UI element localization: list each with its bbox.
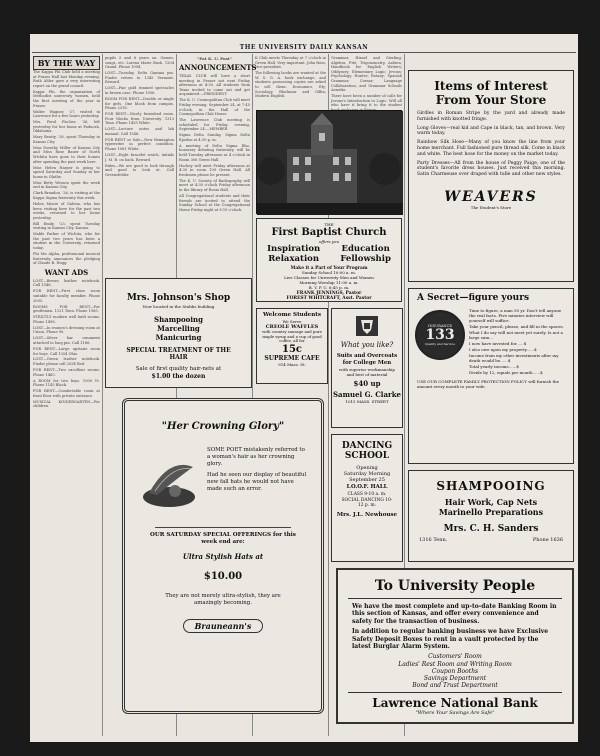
crest-icon (353, 315, 381, 337)
text-item: ROOMS FOR RENT—For gentlemen. 1121 Tenn. Phone 1965. (33, 304, 100, 314)
secret-intro-text: Time to figure, a man 50 yr. Don't tell anyone the real facts. Five minutes interview will yourself will suffice. (469, 308, 562, 323)
column-subhead: "Pat K. U. Post" (197, 56, 232, 61)
text-item: Sigma Delta Sunday, Sigma Delta Epsilon at 4:30 p. m. (179, 133, 250, 142)
column-3 (179, 56, 257, 284)
text-item: The K. U. Cosmopolitan Club will meet Friday evening, September 24, at 7:45 o'clock, in the Hall of the Cosmopolitan Club House. (179, 98, 250, 117)
service-item: Manicuring (155, 333, 202, 342)
cafe-address: 914 Mass. St. (278, 361, 306, 367)
text-item: Income from my other investments after my death would be......$ (469, 353, 559, 363)
announcements-list (179, 74, 250, 212)
text-item: MUSICAL KINDERGARTEN—For children. (33, 399, 100, 409)
text-item: TEXAS CLUB will have a short meeting in Fraser not next Friday afternoon at 4:30. All students from Texas invited to come out and get acquainted.—PRESIDENT. (179, 74, 250, 97)
column-4-text (255, 56, 326, 99)
clarke-line1: Suits and Overcoats (336, 353, 398, 359)
text-item: Party Dresses—All from the house of Peggy Paige, one of the student's favorite dress houses. Just received this morning. Satin Charmeuse over draped with tulle and other new styles. (417, 160, 565, 178)
text-item: The Kappa Phi Club held a meeting at Fraser Hall last Monday evening. Ruth Ahler gave a very interesting report on the grand council. (33, 70, 100, 88)
campus-photo (256, 110, 402, 214)
seal-number: 133 (425, 326, 455, 343)
crowning-tagline: They are not merely ultra-stylish, they are amazingly becoming. (165, 593, 281, 606)
sanders-ad (408, 470, 574, 562)
text-item: Savings Department (423, 675, 487, 683)
cafe-welcome: Welcome Students (262, 312, 322, 318)
text-item: LOST—Pair gold rimmed spectacles in brown case. Phone 1936. (105, 86, 174, 95)
church-name: First Baptist Church (271, 227, 387, 238)
dance-title: DANCING SCHOOL (341, 441, 393, 461)
dance-date: September 25 (349, 477, 385, 484)
text-item: Long Gloves—real kid and Cape in black, tan, and brown. Very warm today. (417, 125, 565, 137)
sanders-name: Mrs. C. H. Sanders (443, 524, 539, 534)
text-item: Phi Mu Alpha, professional musical fraternity, announces the pledging of Claude B. Hogg. (33, 252, 100, 266)
church-value: Inspiration (267, 244, 321, 254)
cafe-serve: We Serve (282, 319, 302, 324)
dance-day: Saturday Morning (343, 471, 391, 478)
insurance-ad (408, 288, 574, 464)
bank-ad (336, 568, 574, 724)
text-item: Coupon Booths (431, 667, 479, 675)
church-value: Fellowship (340, 254, 391, 264)
text-item: What I do say will not meet yet surely. Is not a large sum... (469, 330, 563, 340)
text-item: LOST—In women's dressing room at Union. Phone 90. (33, 325, 100, 335)
church-the: THE (324, 222, 334, 227)
text-item: LOST—Lecture notes and lab manual. Call 1546. (105, 127, 174, 136)
weavers-name: WEAVERS (444, 188, 538, 205)
text-item: FOR RENT or Sale—New Remington typewriter in perfect condition. Phone 1061 White. (105, 137, 174, 152)
dance-social: SOCIAL DANCING 10-12 p. m. (341, 497, 393, 509)
clarke-name: Samuel G. Clarke (333, 390, 401, 399)
text-item: LOST—Eight bracelet watch, initials J. M. B. on back. Reward. (105, 153, 174, 162)
sanders-title: SHAMPOOING (436, 479, 546, 493)
bank-intro: We have the most complete and up-to-date Banking Room in this section of Kansas, and offer every convenience and safety for the transaction of business. (352, 603, 557, 625)
church-pastor: FRANK JENNINGS, Pastor (296, 290, 362, 296)
text-item: FOR RENT—Two excellent rooms. Phone 1465. (33, 368, 100, 377)
dancing-school-ad (331, 434, 403, 562)
clarke-line3: with superior workmanship and best of material (339, 367, 395, 377)
text-item: FOR RENT—First class room suitable for faculty member. Phone 2005. (33, 289, 100, 303)
text-item: Take your pencil, please, and fill in the spaces. (469, 324, 564, 329)
church-values (257, 244, 401, 264)
text-item: Helen Moore of Galena, who has been visiting here for the past two weeks, returned to her home yesterday. (33, 201, 100, 220)
text-item: There have been a number of calls for Jevons's Introduction to Logic. Will all who have it bring it to the student (331, 94, 402, 108)
weavers-tag: The Student's Store (470, 204, 512, 210)
text-item: Clark Brandon, '26, is visiting at the Kappa Sigma fraternity this week. (33, 191, 100, 200)
seal-label: INSURANCE (428, 323, 452, 328)
text-item: LOST—Silver bar ornament attached to long pin. Call 1186. (33, 336, 100, 345)
text-item: Miss Betty Wesson spent the week end in Kansas City. (33, 180, 100, 190)
text-item: Morning Worship 11:00 a. m. (299, 280, 359, 285)
text-item: Mable Parker of Wichita, who for the past two years has been a student in the University, returned today. (33, 232, 100, 251)
church-plan: Make it a Part of Your Program (290, 266, 368, 271)
cafe-waffles: CREOLE WAFFLES (265, 324, 319, 330)
text-item: Hockey will meet Friday afternoon at 4:30 in room 109 Green Hall. All freshmen please be present. (179, 163, 250, 177)
clarke-address: 1015 MASS. STREET (345, 399, 389, 404)
text-item: Ladies' Rest Room and Writing Room (398, 660, 512, 668)
column-4-top (255, 56, 326, 104)
text-item: LOST—Green leather notebook. Finder please call 2054 Red. (33, 357, 100, 367)
text-item: Mrs. Ferol Fischer, '26, left yesterday for her home at Paducah, Oklahoma. (33, 120, 100, 134)
crowning-price: $10.00 (203, 571, 243, 582)
newspaper-page (30, 34, 578, 742)
cafe-description: with country sausage and pure maple syrup and a cup of good coffee, all for (262, 329, 322, 344)
church-schedule (257, 271, 401, 290)
text-item: I now have invested for......$ (469, 341, 527, 346)
weavers-ad (408, 70, 574, 282)
secret-title: A Secret—figure yours (417, 293, 530, 303)
text-item: The following books are wanted at the W. S. G. A. book exchange, and students possessing copies are asked to sell them: Economics, Ely; Sociology, Blackmar and Gillin; Modern English. (255, 71, 326, 99)
want-ads-continued (105, 56, 174, 177)
crowning-text-1: SOME POET mistakenly referred to a woman's hair as her crowning glory. (207, 447, 305, 467)
text-item: STRICTLY modern well built rooms. Phone 1498. (33, 315, 100, 324)
feather-hat-icon (139, 447, 201, 517)
bank-title: To University People (374, 578, 536, 594)
service-item: Marcelling (157, 324, 200, 333)
johnson-special: SPECIAL TREATMENT OF THE HAIR (126, 347, 231, 361)
text-item: A meeting of Delta Sigma Rho, honorary debating fraternity, will be held Tuesday afternoon at 4 o'clock in Room 306 Green Hall. (179, 143, 250, 162)
church-ad (256, 218, 402, 302)
text-item: Miss Helen Harper is going to spend Saturday and Sunday in her home in Olathe. (33, 165, 100, 179)
church-asst-pastor: FOREST WHITCRAFT, Asst. Pastor (286, 295, 372, 301)
seal-sub: Quality and Service (425, 341, 455, 346)
dance-place: I.O.O.F. HALL (346, 483, 388, 490)
clarke-price: $40 up (353, 379, 381, 388)
johnson-sale: Sale of first quality hair-nets at (135, 366, 222, 372)
crowning-body (125, 447, 321, 517)
church-value: Education (341, 244, 390, 254)
sanders-line2: Marinello Preparations (438, 507, 544, 517)
text-item: Rides—We are good to look through and good to look at. Call Greensfelder. (105, 163, 174, 177)
cafe-name: SUPREME CAFE (264, 354, 320, 362)
text-item: Girdles in Roman Stripe by the yard and already made furnished with knotted fringe. (417, 111, 565, 122)
weavers-items (409, 107, 573, 185)
text-item: The Lawrence Club meeting is scheduled for Friday evening, September 24.—MEMBER (179, 118, 250, 132)
announcements-header: ANNOUNCEMENTS (179, 63, 257, 72)
johnson-shop-ad (105, 278, 252, 388)
column-5-text (331, 56, 402, 113)
church-offers: offers you (318, 239, 340, 244)
bank-slogan: "Where Your Savings Are Safe" (415, 710, 495, 717)
bank-name: Lawrence National Bank (372, 696, 538, 711)
text-item: Sunday School 10:00 a. m. (301, 270, 357, 276)
service-item: Shampooing (154, 315, 203, 324)
bank-boxes: In addition to regular banking business we have Exclusive Safety Deposit Boxes to rent in a vault protected by the latest Burglar Alarm System. (352, 628, 549, 651)
johnson-subtitle: Now located in the Stubbs building (142, 304, 215, 309)
church-value: Relaxation (268, 254, 320, 264)
text-item: B. Y. P. U. 6:45 p. m. (308, 284, 350, 290)
weavers-title: Items of Interest From Your Store (434, 79, 548, 107)
masthead: THE UNIVERSITY DAILY KANSAN (239, 44, 369, 51)
column-1 (33, 56, 100, 738)
text-item: FOR RENT—Nicely furnished room. Four blocks from University. 1313 Tenn. Phone 1455 White. (105, 112, 174, 126)
text-item: pupils 5 and 6 years on. Games, songs, etc. Lorena Marie Bush, 1204 Grand. Phone 1994. (105, 56, 174, 70)
text-item: A ROOM for two boys. 1000 Vt. Phone 1145 Black. (33, 378, 100, 388)
secret-body (409, 304, 573, 375)
sanders-line1: Hair Work, Cap Nets (444, 497, 538, 507)
sanders-contact (409, 535, 573, 545)
text-item: The K. U. Society of Radiography will meet at 4:30 o'clock Friday afternoon in the library of Room Hall. (179, 178, 250, 192)
text-item: Customers' Room (428, 653, 482, 661)
bank-features (338, 653, 572, 689)
clarke-line2: for College Men (342, 360, 392, 366)
text-item: ROOM FOR RENT—Double or single for girls. One block from campus. Phone 2318. (105, 96, 174, 111)
sanders-phone: Phone 1636 (532, 537, 563, 543)
column-2 (105, 56, 174, 284)
masthead-rule (32, 52, 576, 53)
johnson-price: $1.00 the dozen (151, 373, 206, 380)
insurance-seal-icon (415, 310, 465, 360)
crowning-text (201, 447, 307, 517)
text-item: Rainbow Silk Hose—Many of you know the line from your home merchant. Full fashioned pure thread silk. Come in black and white. The best hose for the money on the market today. (417, 140, 565, 157)
text-item: Bill Emily, '23, spent Tuesday visiting in Kansas City, Kansas. (33, 221, 100, 231)
crowning-hats: Ultra Stylish Hats at (182, 552, 264, 561)
text-item: I also owe upon my property......$ (469, 347, 537, 352)
crowning-glory-ad (122, 398, 324, 714)
text-item: Live Classes for University Men and Women (284, 275, 374, 281)
johnson-services (106, 315, 251, 342)
secret-intro (469, 304, 573, 375)
want-ads-header: WANT ADS (44, 267, 89, 277)
text-item: FOR RENT—Large upstairs room for boys. Call 1354 Ohio. (33, 346, 100, 356)
secret-closing: USE OUR COMPLETE FAMILY PROTECTION POLICY will furnish the amount every month to your wife. (417, 379, 560, 389)
text-item: Total yearly income......$ (469, 364, 519, 369)
crowning-title: "Her Crowning Glory" (161, 421, 285, 432)
want-ads-list (33, 279, 100, 409)
column-5-top (331, 56, 402, 108)
text-item: FOR RENT—Comfortable room at front floor with private entrance. (33, 389, 100, 398)
secret-lines (469, 324, 567, 375)
text-item: All Congregational students and their friends are invited to attend the Sunday School at the Congregational Home Friday night at 8:15 o'clock. (179, 193, 250, 212)
text-item: Bond and Trust Department (412, 682, 498, 690)
crowning-store: Brauneann's (183, 619, 263, 633)
text-item: Walter Wagner, '27, visited in Lawrence for a few hours yesterday. (33, 109, 100, 119)
text-item: Divide by 12, equals per month......$ (469, 370, 543, 375)
crowning-offer: OUR SATURDAY SPECIAL OFFERINGS for this week end are: (150, 532, 296, 545)
column-header: BY THE WAY (33, 56, 100, 70)
society-notes (33, 70, 100, 266)
clarke-ad (331, 308, 403, 428)
sanders-address: 1316 Tenn. (419, 537, 448, 543)
text-item: Miss Dorothy Miller of Kansas City and Miss Rose Bauer of North Wichita have gone to their homes after spending the past week here. (33, 145, 100, 164)
text-item: Kappa Phi, the organization of Methodist university women, held the first meeting of the year in Fraser. (33, 89, 100, 108)
crowning-text-2: Had he seen our display of beautiful new fall hats he would not have made such an error. (207, 472, 307, 492)
column-rule (102, 54, 103, 736)
building-image (257, 111, 403, 215)
text-item: K Club meets Thursday at 7 o'clock in Green Hall. Very important. John Ross, vice-president. (255, 56, 326, 70)
text-item: LOST—Tuesday, Delta Gamma pin. Finder return to 1345 Vermont. Reward. (105, 71, 174, 85)
text-item: Grammar, Hinsel and Sterling; Algebra, Fite; Trigonometry, Ashton; Handbook for English Writers; Oddyssey; Elementary Logic; Jevons; Psychology, Hunter; Botany; Spanish Grammar; Caesar; Language Collaboration; and Grammar Schools Aeneiks. (331, 56, 402, 93)
dance-teacher: Mrs. J.L. Newhouse (336, 511, 398, 518)
dance-opening: Opening (356, 465, 378, 471)
dance-class: CLASS 9-10 a. m. (347, 492, 387, 498)
cafe-ad (256, 308, 328, 384)
johnson-title: Mrs. Johnson's Shop (126, 293, 231, 303)
text-item: Mary Beatty, '26, spent Thursday in Kansas City. (33, 135, 100, 144)
text-item: LOST—Brown leather notebook. Call 1546. (33, 278, 100, 288)
clarke-script: What you like? (340, 341, 394, 349)
cafe-price: 15c (281, 343, 302, 355)
